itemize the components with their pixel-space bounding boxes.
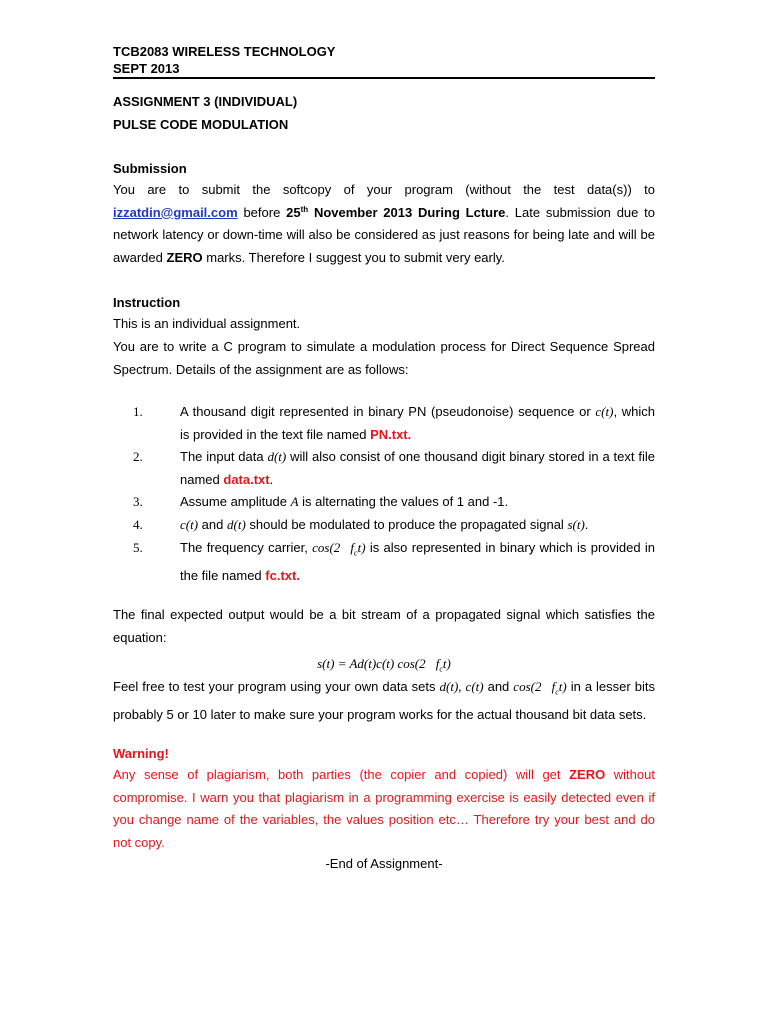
submission-paragraph: You are to submit the softcopy of your program (without the test data(s)) to izzatdin@gmail.com before 25th November 2013 During Lcture. Late submission due to network latency or down-time will also be considered as just reasons for being late and will be awarded ZERO marks. Therefore I suggest you to submit very early.	[113, 182, 656, 265]
feel-paragraph: Feel free to test your program using your own data sets d(t), c(t) and cos(2 $f_ct$) in a lesser bits probably 5 or 10 later to make sure your program works for the actual thousand bit data sets.	[113, 679, 655, 723]
file-name: fc.txt.	[265, 567, 300, 583]
instruction-heading: Instruction	[113, 295, 181, 310]
header-rule	[113, 77, 655, 79]
semester: SEPT 2013	[113, 61, 180, 76]
course-title: TCB2083 WIRELESS TECHNOLOGY	[113, 44, 336, 59]
file-name: PN.txt.	[370, 426, 412, 442]
assignment-topic: PULSE CODE MODULATION	[113, 117, 289, 132]
submission-heading: Submission	[113, 161, 187, 176]
end-of-assignment: -End of Assignment-	[325, 856, 443, 871]
final-paragraph: The final expected output would be a bit stream of a propagated signal which satisfies the equation:	[113, 607, 655, 645]
list-item: 1. A thousand digit represented in binary PN (pseudonoise) sequence or c(t), which is provided in the text file named PN.txt.	[133, 404, 655, 442]
list-item: 3. Assume amplitude A is alternating the values of 1 and -1.	[133, 494, 509, 510]
assignment-title: ASSIGNMENT 3 (INDIVIDUAL)	[113, 94, 298, 109]
list-item: 2. The input data d(t) will also consist of one thousand digit binary stored in a text file named data.txt.	[133, 449, 655, 487]
zero-marks: ZERO	[166, 249, 203, 265]
equation: s(t) = Ad(t)c(t) cos(2 $f_ct$)	[320, 656, 448, 674]
instruction-list	[113, 401, 655, 587]
warning-paragraph: Any sense of plagiarism, both parties (the copier and copied) will get ZERO without compromise. I warn you that plagiarism in a programming exercise is easily detected even if you change name of the variables, the values position etc… Therefore try your best and do not copy.	[113, 767, 655, 850]
list-item: 5. The frequency carrier, cos(2 $f_ct$) is also represented in binary which is provided in the file named fc.txt.	[133, 539, 655, 583]
list-item: 4. c(t) and d(t) should be modulated to produce the propagated signal s(t).	[133, 516, 589, 532]
file-name: data.txt	[223, 471, 270, 487]
deadline: 25th November 2013 During Lcture	[286, 204, 506, 220]
instruction-line1: This is an individual assignment.	[113, 316, 301, 331]
warning-heading: Warning!	[113, 746, 169, 761]
email-link[interactable]: izzatdin@gmail.com	[113, 204, 238, 220]
instruction-line2: You are to write a C program to simulate a modulation process for Direct Sequence Spread Spectrum. Details of the assignment are as follows:	[113, 339, 655, 377]
